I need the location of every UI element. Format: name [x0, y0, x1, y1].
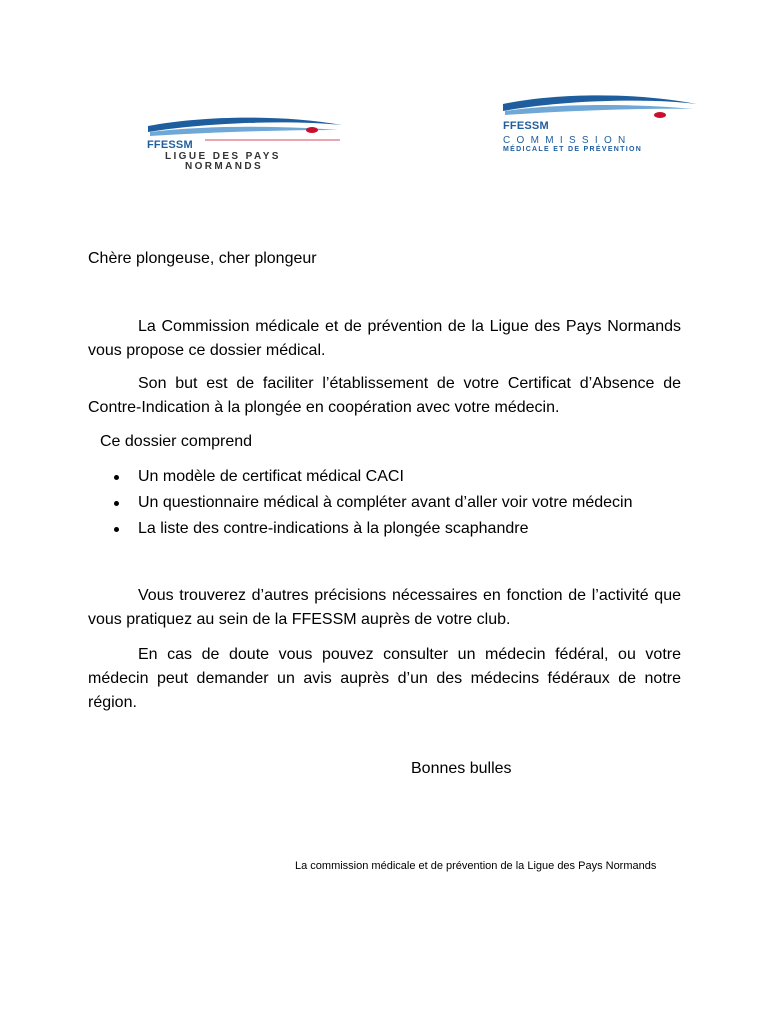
logo-subtitle-line1: COMMISSION	[503, 135, 632, 146]
letter-paragraph-2: Son but est de faciliter l’établissement de votre Certificat d’Absence de Contre-Indication à la plongée en coopération avec votre médecin.	[88, 375, 681, 416]
logo-subtitle-line2: MÉDICALE ET DE PRÉVENTION	[503, 146, 643, 153]
letter-signature: La commission médicale et de prévention de la Ligue des Pays Normands	[295, 860, 657, 872]
bullet-icon	[114, 475, 119, 480]
list-item-text: Un questionnaire médical à compléter avant d’aller voir votre médecin	[138, 494, 633, 511]
wave-swoosh-icon	[495, 90, 705, 122]
logo-brand-text: FFESSM	[503, 120, 549, 132]
ligue-pays-normands-logo	[140, 112, 350, 176]
letter-greeting: Chère plongeuse, cher plongeur	[88, 250, 317, 267]
wave-swoosh-icon	[140, 112, 350, 142]
bullet-icon	[114, 527, 119, 532]
logo-subtitle-line2: NORMANDS	[185, 161, 264, 172]
list-item-text: La liste des contre-indications à la plongée scaphandre	[138, 520, 529, 537]
bullet-icon	[114, 501, 119, 506]
list-item-text: Un modèle de certificat médical CACI	[138, 468, 404, 485]
letter-paragraph-1: La Commission médicale et de prévention de la Ligue des Pays Normands vous propose ce dossier médical.	[88, 318, 681, 359]
letter-paragraph-4: En cas de doute vous pouvez consulter un médecin fédéral, ou votre médecin peut demander un avis auprès d’un des médecins fédéraux de notre région.	[88, 646, 681, 711]
logo-subtitle-line1: LIGUE DES PAYS	[165, 151, 281, 162]
dossier-contents-list	[112, 464, 632, 542]
commission-medicale-logo	[495, 90, 705, 158]
list-item	[112, 464, 632, 490]
list-intro: Ce dossier comprend	[100, 433, 253, 450]
logo-brand-text: FFESSM	[147, 139, 193, 151]
letter-paragraph-3: Vous trouverez d’autres précisions nécessaires en fonction de l’activité que vous pratiquez au sein de la FFESSM auprès de votre club.	[88, 587, 681, 628]
letter-closing: Bonnes bulles	[411, 760, 512, 777]
list-item	[112, 490, 632, 516]
list-item	[112, 516, 632, 542]
